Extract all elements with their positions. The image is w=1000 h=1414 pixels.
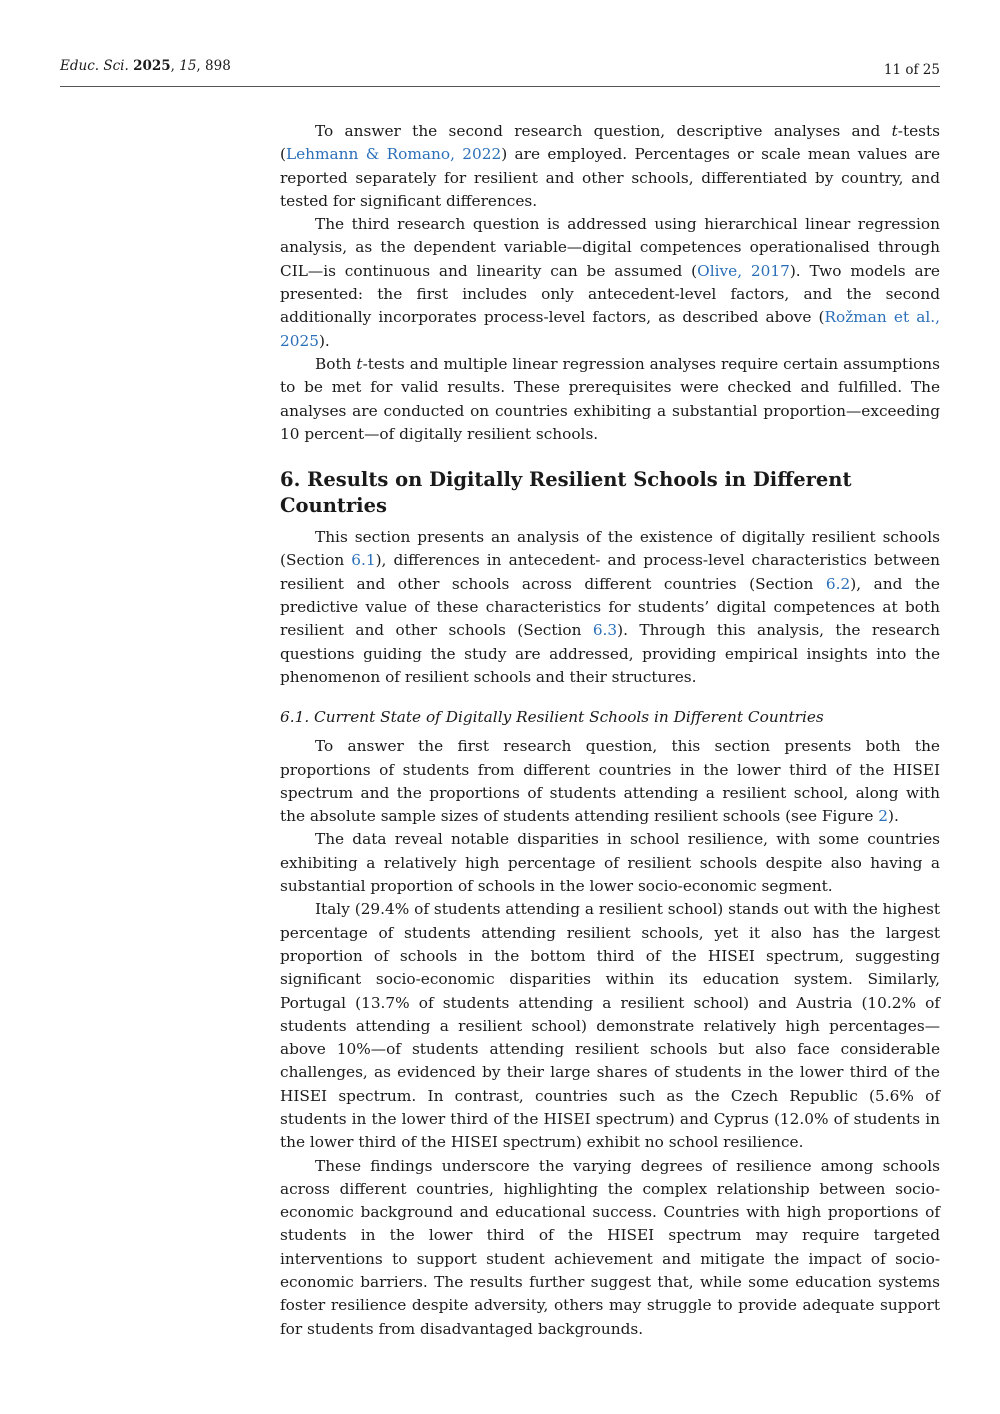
journal-citation: Educ. Sci. 2025, 15, 898	[60, 58, 231, 74]
journal-year: 2025	[133, 58, 171, 74]
citation-link-olive[interactable]: Olive, 2017	[697, 261, 790, 280]
citation-link-rozman[interactable]: Rožman et al., 2025	[280, 308, 940, 350]
main-content	[280, 120, 940, 1341]
paragraph-country-results: Italy (29.4% of students attending a resilient school) stands out with the highest percentage of students attending resilient schools, yet it also has the largest proportion of schools in the bottom third of the HISEI spectrum, suggesting significant socio-economic disparities within its education system. Similarly, Portugal (13.7% of students attending a resilient school) and Austria (10.2% of students attending a resilient school) demonstrate relatively high percentages—above 10%—of students attending resilient schools but also face considerable challenges, as evidenced by their large shares of students in the lower third of the HISEI spectrum. In contrast, countries such as the Czech Republic (5.6% of students in the lower third of the HISEI spectrum) and Cyprus (12.0% of students in the lower third of the HISEI spectrum) exhibit no school resilience.	[280, 900, 940, 1152]
section-link-6-1[interactable]: 6.1	[351, 551, 376, 570]
paragraph-rq2-methods: To answer the second research question, descriptive analyses and t-tests (Lehmann & Romano, 2022) are employed. Percentages or scale mean values are reported separately for resilient and other schools, differentiated by country, and tested for significant differences.	[280, 122, 940, 210]
figure-link-2[interactable]: 2	[878, 807, 888, 826]
page-number: 11 of 25	[883, 62, 940, 78]
section-link-6-2[interactable]: 6.2	[825, 574, 851, 593]
journal-name: Educ. Sci.	[60, 58, 129, 74]
paragraph-assumptions: Both t-tests and multiple linear regression analyses require certain assumptions to be met for valid results. These prerequisites were checked and fulfilled. The analyses are conducted on countries exhibiting a substantial proportion—exceeding 10 percent—of digitally resilient schools.	[280, 354, 940, 443]
paragraph-disparities: The data reveal notable disparities in school resilience, with some countries exhibiting a relatively high percentage of resilient schools despite also having a substantial proportion of schools in the lower socio-economic segment.	[280, 830, 940, 896]
paragraph-findings: These findings underscore the varying degrees of resilience among schools across different countries, highlighting the complex relationship between socio-economic background and educational success. Countries with high proportions of students in the lower third of the HISEI spectrum may require targeted interventions to support student achievement and mitigate the impact of socio-economic barriers. The results further suggest that, while some education systems foster resilience despite adversity, others may struggle to provide adequate support for students from disadvantaged backgrounds.	[280, 1156, 940, 1338]
article-number: 898	[205, 58, 231, 74]
paragraph-rq1-intro: To answer the first research question, this section presents both the proportions of students from different countries in the lower third of the HISEI spectrum and the proportions of students attending a resilient school, along with the absolute sample sizes of students attending resilient schools (see Figure 2).	[280, 737, 940, 826]
subsection-heading-6-1: 6.1. Current State of Digitally Resilient Schools in Different Countries	[280, 708, 824, 727]
paragraph-section-overview: This section presents an analysis of the existence of digitally resilient schools (Section 6.1), differences in antecedent- and process-level characteristics between resilient and other schools across different countries (Section 6.2), and the predictive value of these characteristics for students’ digital competences at both resilient and other schools (Section 6.3). Through this analysis, the research questions guiding the study are addressed, providing empirical insights into the phenomenon of resilient schools and their structures.	[280, 528, 940, 686]
paragraph-rq3-methods: The third research question is addressed using hierarchical linear regression analysis, as the dependent variable—digital competences operationalised through CIL—is continuous and linearity can be assumed (Olive, 2017). Two models are presented: the first includes only antecedent-level factors, and the second additionally incorporates process-level factors, as described above (Rožman et al., 2025).	[280, 215, 940, 350]
section-heading-6: 6. Results on Digitally Resilient Schools in Different Countries	[280, 468, 852, 518]
citation-link-lehmann-romano[interactable]: Lehmann & Romano, 2022	[285, 145, 502, 164]
journal-volume: 15	[179, 58, 197, 74]
section-link-6-3[interactable]: 6.3	[592, 621, 618, 640]
page-header	[60, 58, 940, 80]
header-rule	[60, 86, 940, 87]
